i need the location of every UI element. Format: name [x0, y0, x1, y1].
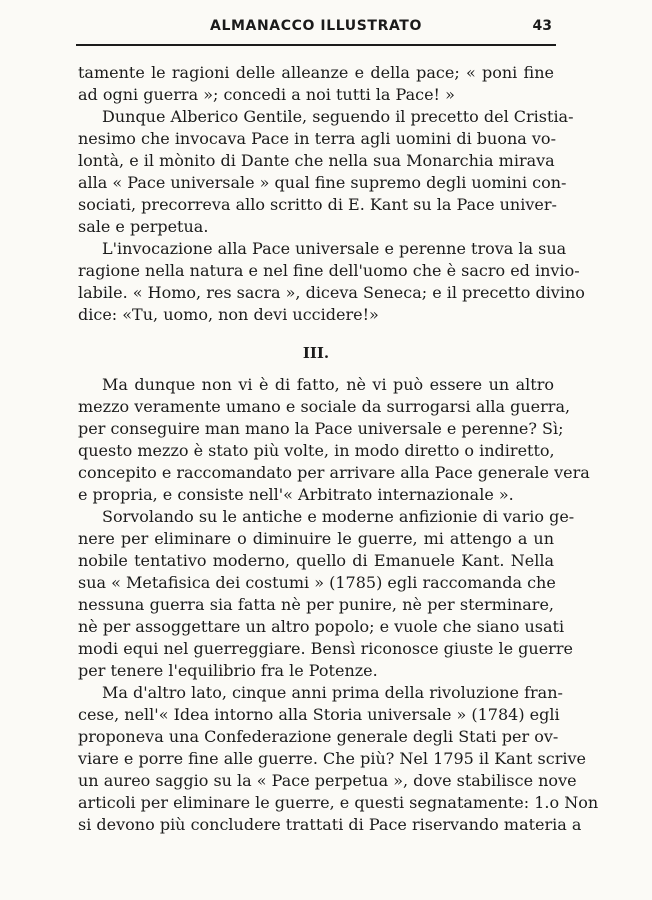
- text-line: nobile tentativo moderno, quello di Emanuele Kant. Nella: [78, 551, 554, 570]
- text-line: proponeva una Confederazione generale degli Stati per ov-: [78, 727, 559, 746]
- text-line: tamente le ragioni delle alleanze e della pace; « poni fine: [78, 63, 554, 82]
- text-line: Sorvolando su le antiche e moderne anfizionie di vario ge-: [102, 507, 575, 526]
- text-line: alla « Pace universale » qual fine supremo degli uomini con-: [78, 173, 567, 192]
- running-title: ALMANACCO ILLUSTRATO: [210, 18, 422, 34]
- text-line: nè per assoggettare un altro popolo; e vuole che siano usati: [78, 617, 565, 636]
- running-header: [76, 12, 556, 42]
- text-line: nessuna guerra sia fatta nè per punire, nè per sterminare,: [78, 595, 554, 614]
- text-line: cese, nell'« Idea intorno alla Storia universale » (1784) egli: [78, 705, 560, 724]
- text-line: articoli per eliminare le guerre, e questi segnatamente: 1.o Non: [78, 793, 599, 812]
- text-line: Ma d'altro lato, cinque anni prima della rivoluzione fran-: [102, 683, 563, 702]
- text-line: un aureo saggio su la « Pace perpetua », dove stabilisce nove: [78, 771, 577, 790]
- text-line: mezzo veramente umano e sociale da surrogarsi alla guerra,: [78, 397, 571, 416]
- text-line: sociati, precorreva allo scritto di E. Kant su la Pace univer-: [78, 195, 557, 214]
- section-heading: III.: [302, 344, 330, 362]
- text-line: sua « Metafisica dei costumi » (1785) egli raccomanda che: [78, 573, 556, 592]
- text-line: nere per eliminare o diminuire le guerre, mi attengo a un: [78, 529, 554, 548]
- text-line: Ma dunque non vi è di fatto, nè vi può essere un altro: [102, 375, 554, 394]
- text-line: viare e porre fine alle guerre. Che più? Nel 1795 il Kant scrive: [78, 749, 586, 768]
- text-line: labile. « Homo, res sacra », diceva Seneca; e il precetto divino: [78, 283, 585, 302]
- text-line: L'invocazione alla Pace universale e perenne trova la sua: [102, 239, 567, 258]
- text-line: ragione nella natura e nel fine dell'uomo che è sacro ed invio-: [78, 261, 580, 280]
- header-rule: [76, 44, 556, 46]
- text-line: questo mezzo è stato più volte, in modo diretto o indiretto,: [78, 441, 555, 460]
- text-line: si devono più concludere trattati di Pace riservando materia a: [78, 815, 582, 834]
- text-line: per conseguire man mano la Pace universale e perenne? Sì;: [78, 419, 564, 438]
- text-line: Dunque Alberico Gentile, seguendo il precetto del Cristia-: [102, 107, 574, 126]
- text-line: e propria, e consiste nell'« Arbitrato internazionale ».: [78, 485, 514, 504]
- text-line: modi equi nel guerreggiare. Bensì riconosce giuste le guerre: [78, 639, 573, 658]
- text-line: dice: «Tu, uomo, non devi uccidere!»: [78, 305, 379, 324]
- text-line: nesimo che invocava Pace in terra agli uomini di buona vo-: [78, 129, 556, 148]
- text-line: lontà, e il mònito di Dante che nella sua Monarchia mirava: [78, 151, 555, 170]
- text-line: concepito e raccomandato per arrivare alla Pace generale vera: [78, 463, 590, 482]
- text-line: ad ogni guerra »; concedi a noi tutti la Pace! »: [78, 85, 455, 104]
- text-line: sale e perpetua.: [78, 217, 209, 236]
- text-line: per tenere l'equilibrio fra le Potenze.: [78, 661, 378, 680]
- page-number: 43: [532, 18, 552, 34]
